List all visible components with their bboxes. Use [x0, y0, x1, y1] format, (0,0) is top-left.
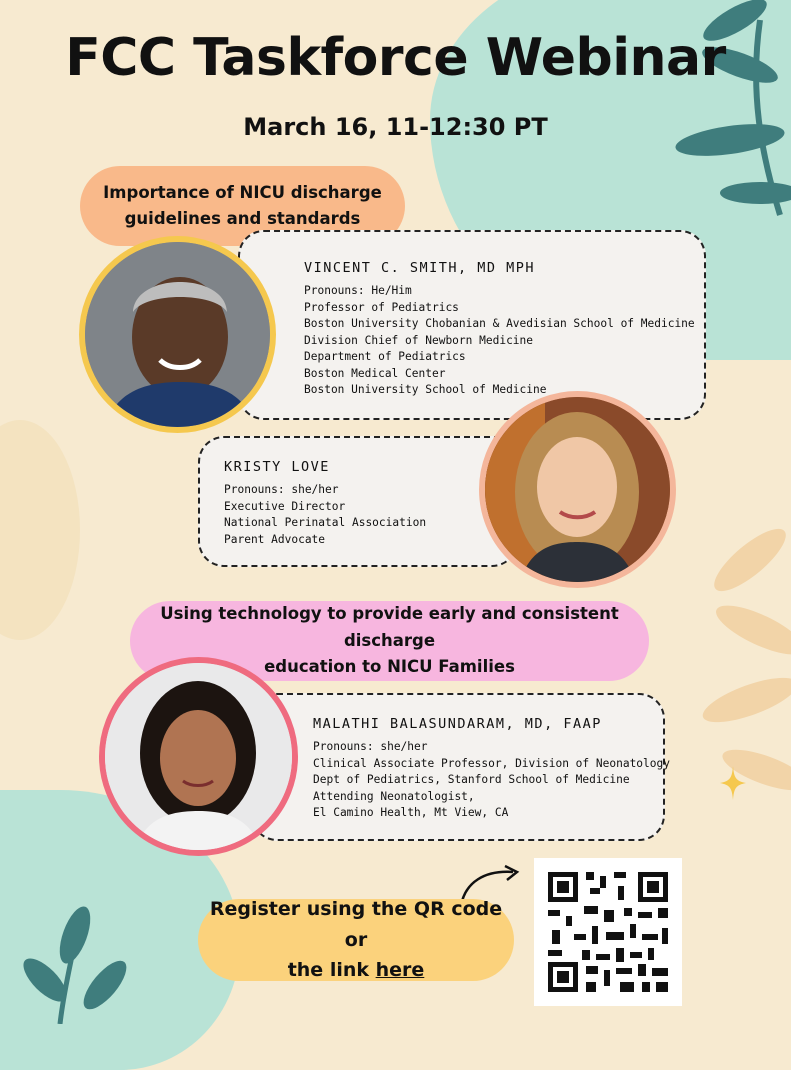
- sparkle-icon: [720, 766, 746, 800]
- register-line1: Register using the QR code or: [209, 898, 503, 951]
- speaker-2-line: National Perinatal Association: [224, 516, 427, 529]
- speaker-1-line: Professor of Pediatrics: [304, 300, 459, 314]
- leaf-branch-icon-bottom-left: [20, 900, 130, 1024]
- register-line2-prefix: the link: [287, 959, 376, 982]
- speaker-1-line: Department of Pediatrics: [304, 350, 466, 363]
- speaker-3-line: Clinical Associate Professor, Division of Neonatology: [313, 756, 670, 770]
- speaker-3-info: [313, 715, 670, 822]
- speaker-2-line: Parent Advocate: [224, 532, 326, 546]
- speaker-3-name: MALATHI BALASUNDARAM, MD, FAAP: [313, 716, 602, 732]
- speaker-1-line: Pronouns: He/Him: [304, 284, 412, 297]
- speaker-2-line: Executive Director: [224, 499, 346, 513]
- speaker-2-name: KRISTY LOVE: [224, 459, 330, 475]
- register-link[interactable]: here: [375, 959, 425, 982]
- register-callout: [198, 899, 514, 981]
- speaker-1-line: Boston University School of Medicine: [304, 383, 547, 396]
- speaker-3-line: Attending Neonatologist,: [313, 789, 475, 803]
- speaker-2-line: Pronouns: she/her: [224, 483, 339, 496]
- speaker-1-line: Boston University Chobanian & Avedisian School of Medicine: [304, 317, 695, 330]
- speaker-2-photo: [479, 391, 676, 588]
- speaker-1-info: [304, 259, 695, 399]
- speaker-1-line: Boston Medical Center: [304, 366, 446, 380]
- speaker-1-name: VINCENT C. SMITH, MD MPH: [304, 260, 536, 276]
- session-2-topic-line2: education to NICU Families: [264, 657, 515, 677]
- speaker-3-line: El Camino Health, Mt View, CA: [313, 806, 509, 819]
- speaker-3-line: Pronouns: she/her: [313, 740, 428, 753]
- page-title: FCC Taskforce Webinar: [65, 28, 726, 88]
- qr-code-icon: [534, 858, 682, 1006]
- speaker-3-photo: [99, 657, 298, 856]
- speaker-1-line: Division Chief of Newborn Medicine: [304, 333, 534, 347]
- qr-code[interactable]: [534, 858, 682, 1006]
- speaker-1-photo: [79, 236, 276, 433]
- session-1-topic-line2: guidelines and standards: [124, 209, 361, 228]
- speaker-3-line: Dept of Pediatrics, Stanford School of Medicine: [313, 773, 630, 786]
- speaker-2-info: [224, 458, 426, 548]
- background-blob-mid-left: [0, 420, 80, 640]
- session-2-topic-line1: Using technology to provide early and consistent discharge: [160, 604, 619, 650]
- event-date: March 16, 11-12:30 PT: [243, 113, 548, 141]
- session-1-topic-line1: Importance of NICU discharge: [103, 182, 382, 202]
